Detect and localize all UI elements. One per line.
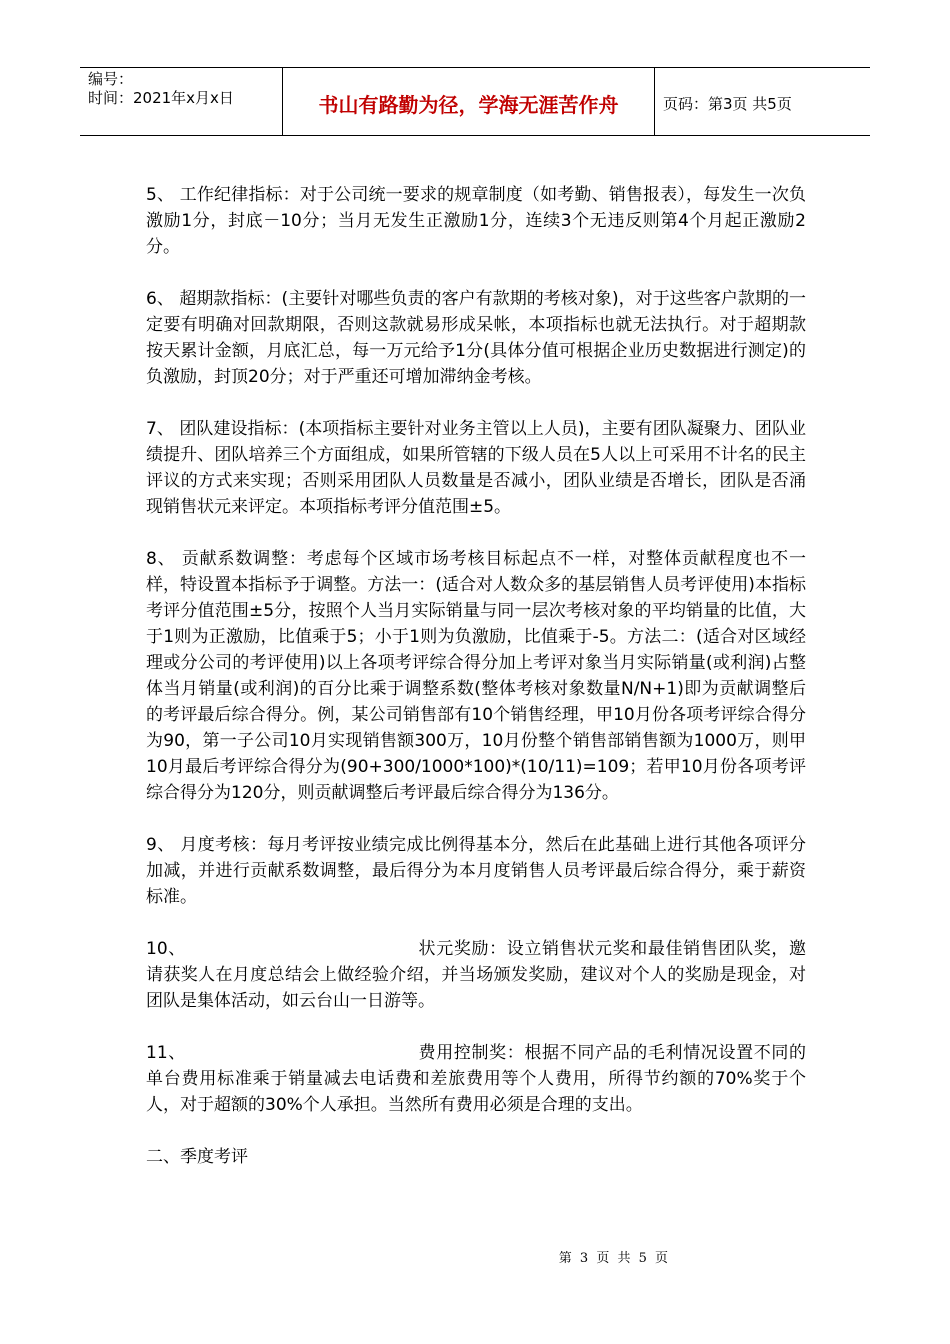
paragraph-9: 9、 月度考核：每月考评按业绩完成比例得基本分，然后在此基础上进行其他各项评分加减，并进行贡献系数调整，最后得分为本月度销售人员考评最后综合得分，乘于薪资标准。 xyxy=(146,835,806,907)
header-meta xyxy=(80,68,283,135)
paragraph-6: 6、 超期款指标：(主要针对哪些负责的客户有款期的考核对象)，对于这些客户款期的一定要有明确对回款期限，否则这款就易形成呆帐，本项指标也就无法执行。对于超期款按天累计金额，月底汇总，每一万元给予1分(具体分值可根据企业历史数据进行测定)的负激励，封顶20分；对于严重还可增加滞纳金考核。 xyxy=(146,289,806,387)
page-header xyxy=(80,67,870,136)
paragraph-5: 5、 工作纪律指标：对于公司统一要求的规章制度（如考勤、销售报表），每发生一次负激励1分，封底－10分；当月无发生正激励1分，连续3个无违反则第4个月起正激励2分。 xyxy=(146,185,806,257)
paragraph-10-number: 10、 xyxy=(146,939,186,959)
document-body xyxy=(146,182,806,1196)
paragraph-11 xyxy=(146,1040,806,1118)
section-heading-quarterly: 二、季度考评 xyxy=(146,1147,248,1167)
paragraph-10-text: 状元奖励：设立销售状元奖和最佳销售团队奖，邀请获奖人在月度总结会上做经验介绍，并当场颁发奖励，建议对个人的奖励是现金，对团队是集体活动，如云台山一日游等。 xyxy=(146,939,807,1011)
paragraph-11-number: 11、 xyxy=(146,1043,186,1063)
header-page-info: 页码：第3页 共5页 xyxy=(663,95,792,113)
paragraph-7: 7、 团队建设指标：(本项指标主要针对业务主管以上人员)，主要有团队凝聚力、团队业绩提升、团队培养三个方面组成，如果所管辖的下级人员在5人以上可采用不计名的民主评议的方式来实现；否则采用团队人员数量是否减小，团队业绩是否增长，团队是否涌现销售状元来评定。本项指标考评分值范围±5。 xyxy=(146,419,806,517)
paragraph-11-text: 费用控制奖：根据不同产品的毛利情况设置不同的单台费用标准乘于销量减去电话费和差旅费用等个人费用，所得节约额的70%奖于个人，对于超额的30%个人承担。当然所有费用必须是合理的支出。 xyxy=(146,1043,807,1115)
header-motto: 书山有路勤为径，学海无涯苦作舟 xyxy=(283,68,655,135)
paragraph-10 xyxy=(146,936,806,1014)
paragraph-8: 8、 贡献系数调整：考虑每个区域市场考核目标起点不一样，对整体贡献程度也不一样，特设置本指标予于调整。方法一：(适合对人数众多的基层销售人员考评使用)本指标考评分值范围±5分，按照个人当月实际销量与同一层次考核对象的平均销量的比值，大于1则为正激励，比值乘于5；小于1则为负激励，比值乘于-5。方法二：(适合对区域经理或分公司的考评使用)以上各项考评综合得分加上考评对象当月实际销量(或利润)占整体当月销量(或利润)的百分比乘于调整系数(整体考核对象数量N/N+1)即为贡献调整后的考评最后综合得分。例，某公司销售部有10个销售经理，甲10月份各项考评综合得分为90，第一子公司10月实现销售额300万，10月份整个销售部销售额为1000万，则甲10月最后考评综合得分为(90+300/1000*100)*(10/11)=109；若甲10月份各项考评综合得分为120分，则贡献调整后考评最后综合得分为136分。 xyxy=(146,549,806,803)
page-footer: 第 3 页 共 5 页 xyxy=(558,1251,670,1266)
number-label: 编号： xyxy=(88,70,134,88)
date-label: 时间：2021年x月x日 xyxy=(88,89,234,107)
